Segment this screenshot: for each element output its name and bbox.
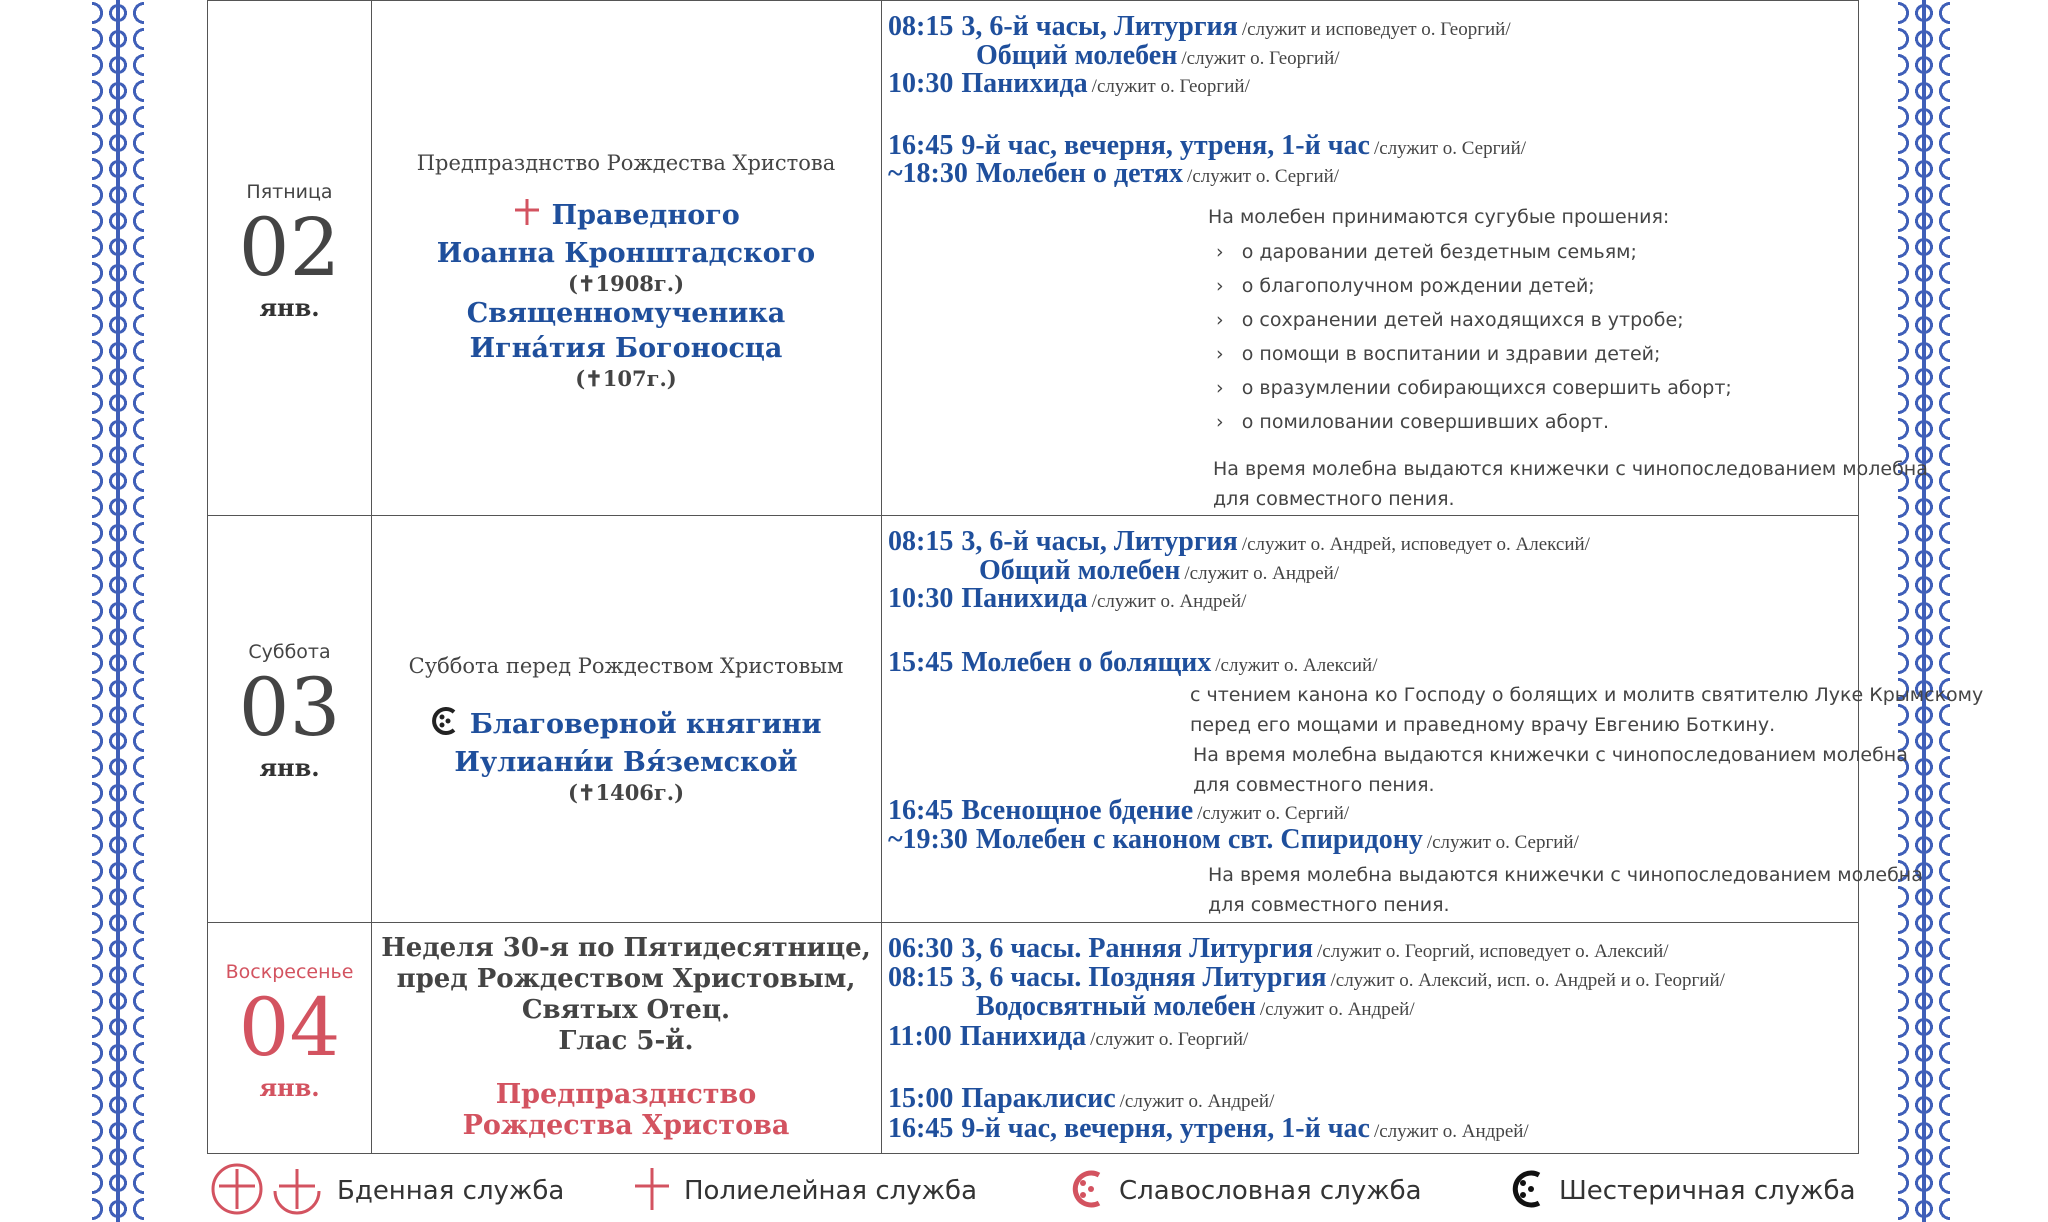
service-cleric: /служит о. Сергий/ bbox=[1197, 803, 1350, 824]
service-time: 16:45 bbox=[888, 1113, 954, 1144]
petition-item: › о даровании детей бездетным семьям; bbox=[1216, 241, 1637, 263]
legend-doxology bbox=[1067, 1163, 1422, 1219]
day-number: 03 bbox=[238, 661, 341, 754]
service-name: 3, 6-й часы, Литургия bbox=[961, 526, 1238, 557]
service-name: Водосвятный молебен bbox=[976, 991, 1256, 1022]
legend-six-verse bbox=[1507, 1163, 1856, 1219]
booklet-note: для совместного пения. bbox=[1208, 894, 1450, 916]
service-name: Параклисис bbox=[961, 1083, 1116, 1114]
service-cleric: /служит о. Георгий, исповедует о. Алексий/ bbox=[1317, 941, 1669, 962]
six-verse-service-icon bbox=[430, 706, 460, 745]
weekday: Воскресенье bbox=[225, 961, 354, 983]
booklet-note: На время молебна выдаются книжечки с чинопоследованием молебна bbox=[1213, 458, 1928, 480]
date-cell bbox=[208, 181, 371, 322]
service-name: Панихида bbox=[961, 583, 1088, 614]
saint-years: (✝1406г.) bbox=[567, 780, 685, 805]
date-cell bbox=[208, 961, 371, 1102]
petition-item: › о сохранении детей находящихся в утробе; bbox=[1216, 309, 1684, 331]
legend-vigil bbox=[209, 1163, 564, 1219]
saint-years: (✝107г.) bbox=[575, 366, 677, 391]
saint-name: Иоанна Кронштадского bbox=[436, 238, 816, 269]
month: янв. bbox=[259, 1073, 320, 1102]
service-cleric: /служит о. Андрей, исповедует о. Алексий/ bbox=[1241, 534, 1590, 555]
petition-item: › о помиловании совершивших аборт. bbox=[1216, 411, 1610, 433]
legend-label: Шестеричная служба bbox=[1559, 1176, 1856, 1206]
service-time: 16:45 bbox=[888, 130, 954, 161]
booklet-note: для совместного пения. bbox=[1193, 774, 1435, 796]
polyeleos-cross-icon bbox=[632, 1164, 672, 1218]
service-cleric: /служит о. Андрей/ bbox=[1259, 999, 1415, 1020]
six-verse-service-icon bbox=[1507, 1167, 1547, 1215]
saint-name: Иулиани́и Вя́земской bbox=[454, 747, 798, 778]
service-time: 15:45 bbox=[888, 647, 954, 678]
legend-label: Полиелейная служба bbox=[684, 1176, 978, 1206]
service-cleric: /служит о. Андрей/ bbox=[1373, 1121, 1529, 1142]
service-name: 9-й час, вечерня, утреня, 1-й час bbox=[961, 130, 1370, 161]
service-cleric: /служит и исповедует о. Георгий/ bbox=[1241, 19, 1511, 40]
petition-item: › о благополучном рождении детей; bbox=[1216, 275, 1595, 297]
feast-cell bbox=[373, 151, 879, 391]
legend-polyeleos bbox=[632, 1163, 977, 1219]
service-name: Панихида bbox=[959, 1021, 1087, 1052]
service-cleric: /служит о. Андрей/ bbox=[1091, 591, 1247, 612]
service-name: 3, 6 часы. Поздняя Литургия bbox=[961, 962, 1327, 993]
service-name: Панихида bbox=[961, 68, 1088, 99]
service-cleric: /служит о. Андрей/ bbox=[1119, 1091, 1275, 1112]
service-cleric: /служит о. Георгий/ bbox=[1091, 76, 1250, 97]
petitions-intro: На молебен принимаются сугубые прошения: bbox=[1208, 206, 1670, 228]
saint-name: Священномученика bbox=[466, 298, 786, 329]
doxology-service-icon bbox=[1067, 1167, 1107, 1215]
service-time: 16:45 bbox=[888, 795, 954, 826]
service-time: 11:00 bbox=[888, 1021, 952, 1052]
saint-years: (✝1908г.) bbox=[567, 271, 685, 296]
booklet-note: На время молебна выдаются книжечки с чинопоследованием молебна bbox=[1208, 864, 1923, 886]
service-time: 08:15 bbox=[888, 962, 954, 993]
service-name: 3, 6-й часы, Литургия bbox=[961, 11, 1238, 42]
legend bbox=[207, 1163, 1857, 1219]
feast-name: Предпразднство bbox=[495, 1079, 757, 1110]
month: янв. bbox=[259, 753, 320, 782]
weekday: Пятница bbox=[246, 181, 333, 203]
service-name: Всенощное бдение bbox=[961, 795, 1194, 826]
service-cleric: /служит о. Андрей/ bbox=[1184, 563, 1340, 584]
day-number: 04 bbox=[238, 981, 341, 1074]
service-name: Молебен о болящих bbox=[961, 647, 1212, 678]
service-time: 10:30 bbox=[888, 68, 954, 99]
service-cleric: /служит о. Георгий/ bbox=[1090, 1029, 1249, 1050]
occasion: пред Рождеством Христовым, bbox=[396, 964, 856, 994]
day-row-saturday bbox=[208, 515, 1984, 922]
canon-note: с чтением канона ко Господу о болящих и молитв святителю Луке Крымскому bbox=[1190, 684, 1984, 706]
legend-label: Бденная служба bbox=[337, 1176, 565, 1206]
occasion: Святых Отец. bbox=[521, 995, 731, 1025]
service-time: ~18:30 bbox=[888, 158, 968, 189]
day-row-friday bbox=[208, 0, 1928, 515]
service-cleric: /служит о. Алексий/ bbox=[1215, 655, 1378, 676]
service-cleric: /служит о. Сергий/ bbox=[1187, 166, 1340, 187]
service-name: Молебен о детях bbox=[975, 158, 1184, 189]
occasion: Предпразднство Рождества Христова bbox=[416, 151, 836, 175]
service-name: Общий молебен bbox=[976, 40, 1178, 71]
service-name: Общий молебен bbox=[979, 555, 1181, 586]
service-time: 06:30 bbox=[888, 933, 954, 964]
service-time: 15:00 bbox=[888, 1083, 954, 1114]
vigil-circled-cross-icon bbox=[209, 1161, 325, 1221]
weekday: Суббота bbox=[248, 641, 331, 663]
feast-cell bbox=[373, 654, 879, 805]
canon-note: перед его мощами и праведному врачу Евгению Боткину. bbox=[1190, 714, 1776, 736]
saint-name: Благоверной княгини bbox=[469, 709, 822, 740]
service-cleric: /служит о. Георгий/ bbox=[1181, 48, 1340, 69]
service-time: 08:15 bbox=[888, 11, 954, 42]
booklet-note: На время молебна выдаются книжечки с чинопоследованием молебна bbox=[1193, 744, 1908, 766]
booklet-note: для совместного пения. bbox=[1213, 488, 1455, 510]
legend-label: Славословная служба bbox=[1119, 1176, 1422, 1206]
date-cell bbox=[208, 641, 371, 782]
service-name: Молебен с каноном свт. Спиридону bbox=[975, 824, 1423, 855]
service-cleric: /служит о. Сергий/ bbox=[1373, 138, 1527, 159]
service-time: ~19:30 bbox=[888, 824, 968, 855]
occasion: Глас 5-й. bbox=[558, 1026, 694, 1056]
petition-item: › о вразумлении собирающихся совершить аборт; bbox=[1216, 377, 1732, 399]
service-time: 10:30 bbox=[888, 583, 954, 614]
service-cleric: /служит о. Алексий, исп. о. Андрей и о. Георгий/ bbox=[1330, 970, 1725, 991]
service-name: 9-й час, вечерня, утреня, 1-й час bbox=[961, 1113, 1370, 1144]
day-row-sunday bbox=[208, 922, 1858, 1154]
feast-cell bbox=[373, 933, 879, 1141]
service-cleric: /служит о. Сергий/ bbox=[1426, 832, 1579, 853]
saint-name: Праведного bbox=[551, 200, 740, 231]
schedule-table bbox=[207, 0, 1984, 1154]
petition-item: › о помощи в воспитании и здравии детей; bbox=[1216, 343, 1661, 365]
service-name: 3, 6 часы. Ранняя Литургия bbox=[961, 933, 1314, 964]
left-ornament-border bbox=[92, 0, 144, 1222]
service-time: 08:15 bbox=[888, 526, 954, 557]
right-ornament-border bbox=[1898, 0, 1950, 1222]
polyeleos-cross-icon bbox=[512, 197, 542, 236]
feast-name: Рождества Христова bbox=[462, 1110, 790, 1141]
day-number: 02 bbox=[238, 201, 341, 294]
occasion: Неделя 30-я по Пятидесятнице, bbox=[381, 933, 871, 963]
month: янв. bbox=[259, 293, 320, 322]
occasion: Суббота перед Рождеством Христовым bbox=[408, 654, 844, 678]
saint-name: Игна́тия Богоносца bbox=[469, 333, 783, 364]
